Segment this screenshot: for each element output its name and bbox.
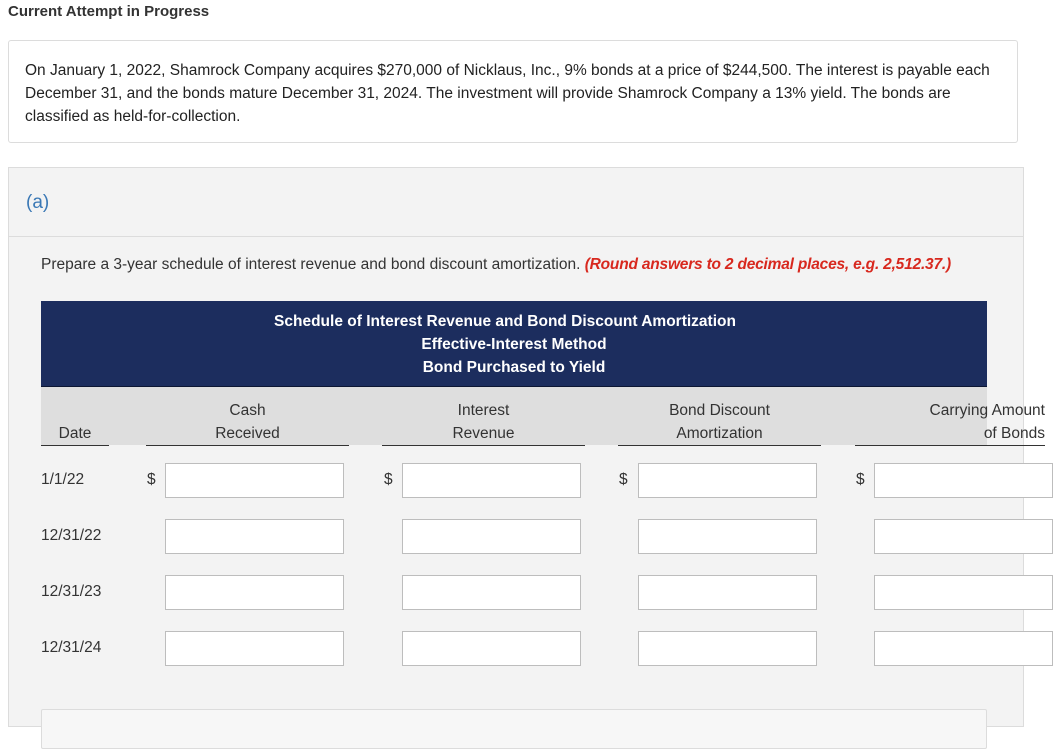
row-date: 12/31/24	[41, 639, 102, 656]
instruction	[41, 256, 951, 274]
table-subtitle-yield: Bond Purchased to Yield	[422, 359, 606, 376]
part-a-panel	[8, 167, 1045, 727]
col-head-cash	[146, 399, 349, 446]
cash-received-input[interactable]	[165, 463, 344, 498]
table-title-line: Schedule of Interest Revenue and Bond Discount Amortization	[274, 313, 736, 330]
problem-statement-box	[8, 40, 1018, 143]
discount-amortization-input[interactable]	[638, 575, 817, 610]
col-date-label: Date	[58, 425, 92, 442]
problem-text: On January 1, 2022, Shamrock Company acquires $270,000 of Nicklaus, Inc., 9% bonds at a price of $244,500. The interest is payable each December 31, and the bonds mature December 31, 2024. The investment will provide Shamrock Company a 13% yield. The bonds are classified as held-for-collection.	[25, 62, 990, 125]
interest-revenue-input[interactable]	[402, 463, 581, 498]
row-date: 12/31/22	[41, 527, 102, 544]
cash-received-input[interactable]	[165, 519, 344, 554]
discount-amortization-input[interactable]	[638, 463, 817, 498]
col-head-amortization	[618, 399, 821, 446]
discount-amortization-input[interactable]	[638, 519, 817, 554]
rounding-note: (Round answers to 2 decimal places, e.g. 2,512.37.)	[584, 256, 951, 273]
col-cash-label-1: Cash	[229, 402, 266, 419]
interest-revenue-input[interactable]	[402, 631, 581, 666]
col-head-interest	[382, 399, 585, 446]
interest-revenue-input[interactable]	[402, 575, 581, 610]
carrying-amount-input[interactable]	[874, 575, 1053, 610]
interest-revenue-input[interactable]	[402, 519, 581, 554]
col-head-carrying	[855, 399, 1045, 446]
instruction-text: Prepare a 3-year schedule of interest revenue and bond discount amortization.	[41, 256, 581, 273]
table-subtitle-method: Effective-Interest Method	[421, 336, 607, 353]
dollar-sign: $	[619, 471, 628, 488]
attempt-header: Current Attempt in Progress	[8, 3, 210, 20]
carrying-amount-input[interactable]	[874, 631, 1053, 666]
cash-received-input[interactable]	[165, 575, 344, 610]
table-title-banner	[41, 301, 987, 387]
cash-received-input[interactable]	[165, 631, 344, 666]
discount-amortization-input[interactable]	[638, 631, 817, 666]
dollar-sign: $	[856, 471, 865, 488]
row-date: 1/1/22	[41, 471, 85, 488]
part-a-header	[9, 168, 1023, 237]
amortization-schedule-table	[41, 301, 1045, 671]
col-carrying-label-2: of Bonds	[983, 425, 1045, 442]
column-header-band	[41, 387, 1045, 445]
col-amort-label-2: Amortization	[676, 425, 763, 442]
dollar-sign: $	[384, 471, 393, 488]
col-carrying-label-1: Carrying Amount	[929, 402, 1045, 419]
row-date: 12/31/23	[41, 583, 102, 600]
carrying-amount-input[interactable]	[874, 519, 1053, 554]
col-head-date	[41, 422, 109, 446]
col-amort-label-1: Bond Discount	[669, 402, 770, 419]
col-cash-label-2: Received	[215, 425, 280, 442]
carrying-amount-input[interactable]	[874, 463, 1053, 498]
next-section-box	[41, 709, 987, 749]
part-label: (a)	[26, 192, 50, 213]
col-interest-label-2: Revenue	[452, 425, 515, 442]
dollar-sign: $	[147, 471, 156, 488]
col-interest-label-1: Interest	[457, 402, 510, 419]
